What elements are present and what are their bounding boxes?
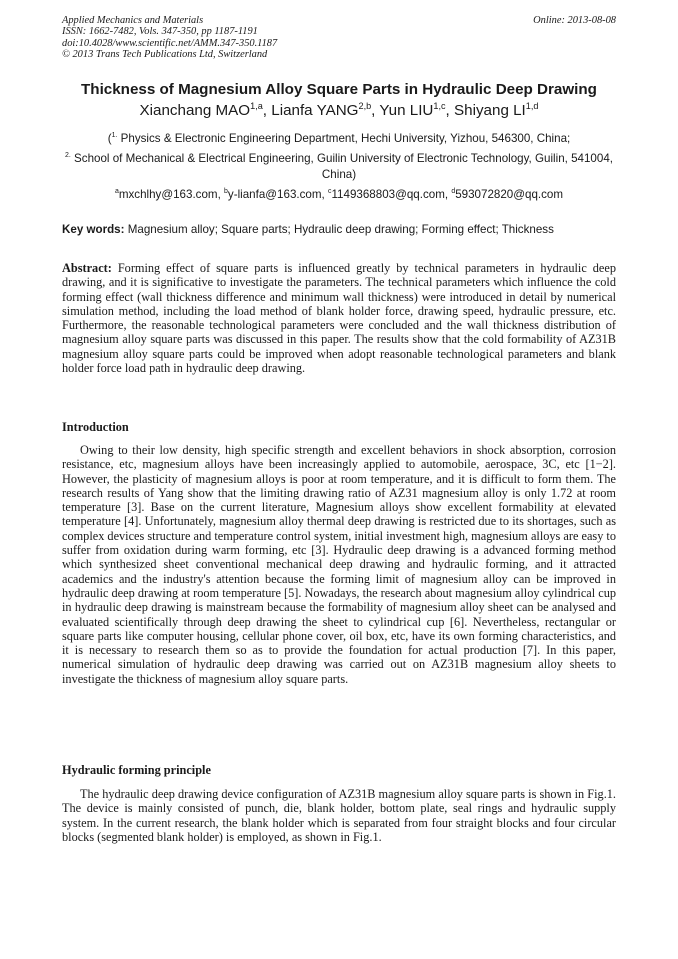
author-name: Shiyang LI [454, 102, 526, 119]
section-heading-introduction: Introduction [62, 420, 129, 434]
author-name: Lianfa YANG [271, 102, 359, 119]
author-affiliation-mark: 1,c [433, 100, 446, 111]
doi-line: doi:10.4028/www.scientific.net/AMM.347-350.1187 [62, 37, 278, 49]
author-affiliation-mark: 1,d [525, 100, 539, 111]
hydraulic-paragraph: The hydraulic deep drawing device configuration of AZ31B magnesium alloy square parts is shown in Fig.1. The device is mainly consisted of punch, die, blank holder, bottom plate, seal rings and hydraulic supply system. In the current research, the blank holder which is separated from four straight blocks and four circular blocks (segmented blank holder) is employed, as shown in Fig.1. [62, 787, 616, 844]
abstract-label: Abstract: [62, 261, 112, 275]
abstract-text: Forming effect of square parts is influenced greatly by technical parameters in hydraulic deep drawing, and it is significative to investigate the parameters. The technical parameters which influence the cold forming effect (wall thickness difference and minimum wall thickness) were introduced in detail by numerical simulation method, including the load method of blank holder force, drawing speed, hydraulic pressure, etc. Furthermore, the reasonable technological parameters were concluded and the wall thickness distribution of magnesium alloy square parts was discussed in this paper. The results show that the cold formability of AZ31B magnesium alloy square parts could be improved when adopt reasonable technological parameters and blank holder force load path in hydraulic deep drawing. [62, 261, 616, 376]
email-address[interactable]: mxchlhy@163.com [118, 188, 218, 201]
journal-name: Applied Mechanics and Materials [62, 15, 204, 26]
affiliation-mark: 2. [65, 152, 71, 160]
author-list [40, 101, 638, 121]
email-mark: a [114, 188, 119, 196]
affiliation-1 [62, 131, 616, 147]
journal-header [62, 15, 277, 61]
paper-title: Thickness of Magnesium Alloy Square Parts in Hydraulic Deep Drawing [81, 81, 597, 98]
author-name: Yun LIU [379, 102, 434, 119]
affiliation-mark: 1. [111, 132, 118, 140]
email-address[interactable]: 593072820@qq.com [455, 188, 564, 201]
section-heading-hydraulic-forming-principle: Hydraulic forming principle [62, 763, 211, 777]
email-list [62, 187, 616, 203]
abstract [62, 261, 616, 375]
affiliation-text: Physics & Electronic Engineering Department, Hechi University, Yizhou, 546300, China; [117, 132, 571, 145]
copyright-line: © 2013 Trans Tech Publications Ltd, Switzerland [62, 49, 268, 61]
author-affiliation-mark: 2,b [358, 100, 372, 111]
author-separator: , [371, 102, 380, 119]
email-mark: b [224, 188, 228, 196]
keywords-label: Key words: [62, 223, 125, 236]
email-mark: d [451, 188, 456, 196]
issn-line: ISSN: 1662-7482, Vols. 347-350, pp 1187-1191 [62, 26, 258, 38]
affiliation-2 [62, 151, 616, 183]
keywords [62, 222, 616, 237]
affiliation-paren: ( [107, 132, 112, 145]
author-separator: , [262, 102, 272, 119]
email-separator: , [217, 188, 225, 201]
author-separator: , [445, 102, 454, 119]
author-affiliation-mark: 1,a [250, 100, 263, 111]
email-mark: c [327, 188, 332, 196]
introduction-paragraph: Owing to their low density, high specific strength and excellent behaviors in shock absorption, corrosion resistance, etc, magnesium alloys have been increasingly applied to automobile, aerospace, 3C, etc [1−2]. However, the plasticity of magnesium alloys is poor at room temperature, and it is difficult to form them. The research results of Yang show that the limiting drawing ratio of AZ31 magnesium alloy is only 1.72 at room temperature [3]. Base on the current literature, Magnesium alloys show excellent formability at elevated temperature [4]. Unfortunately, magnesium alloy thermal deep drawing is restricted due to its shortages, such as complex devices structure and temperature control system, initial investment high, magnesium alloys are easy to suffer from oxidation during warm forming, etc [3]. Hydraulic deep drawing is a advanced forming method which synthesized sheet conventional mechanical deep drawing and hydraulic forming, and it attracted academics and the industry's attention because the forming limit of magnesium alloy can be improved in hydraulic deep drawing at room temperature [5]. Nowadays, the research about magnesium alloy cylindrical cup in hydraulic deep drawing is mainstream because the formability of magnesium alloy sheet can be analysed and evaluated scientifically through deep drawing the sheet to cylindrical cup [6]. Nevertheless, rectangular or square parts like computer housing, cellular phone cover, oil box, etc, have its own forming characteristics, and it is necessary to research them so as to provide the foundation for actual production [7]. In this paper, numerical simulation of hydraulic deep drawing was carried out on AZ31B magnesium alloy sheets to investigate the thickness of magnesium alloy square parts. [62, 443, 616, 686]
affiliation-text: School of Mechanical & Electrical Engineering, Guilin University of Electronic Technology, Guilin, 541004, China) [70, 152, 613, 181]
online-date: Online: 2013-08-08 [533, 15, 616, 26]
email-separator: , [444, 188, 452, 201]
email-address[interactable]: 1149368803@qq.com [331, 188, 445, 201]
keywords-text: Magnesium alloy; Square parts; Hydraulic deep drawing; Forming effect; Thickness [124, 223, 554, 236]
author-name: Xianchang MAO [139, 102, 251, 119]
email-separator: , [321, 188, 328, 201]
email-address[interactable]: y-lianfa@163.com [227, 188, 322, 201]
